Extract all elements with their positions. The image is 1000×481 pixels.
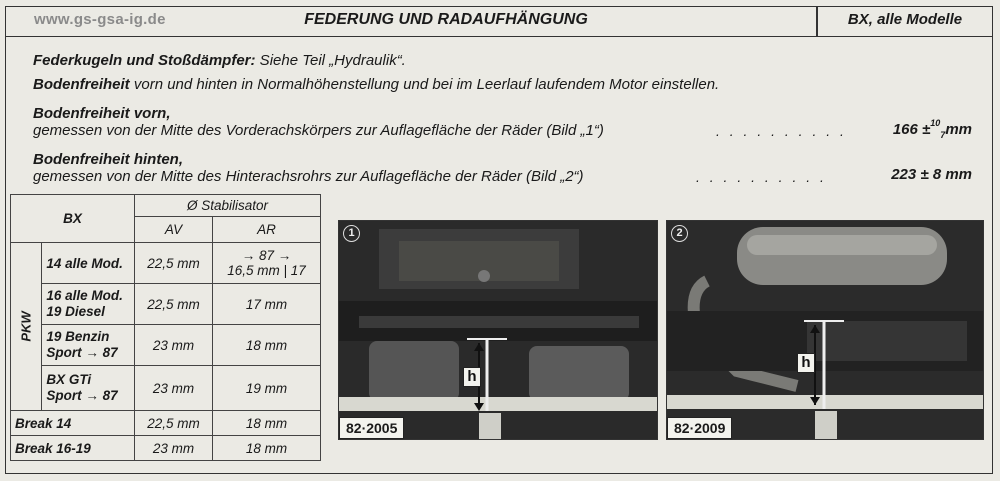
table-header-ar: AR [213,217,321,243]
intro-line-1 [33,52,406,69]
photo-rear-axle [666,220,984,440]
row-model [42,284,135,325]
group-pkw-label: PKW [18,311,34,342]
row-ar: 17 mm [213,284,321,325]
page-title: FEDERUNG UND RADAUFHÄNGUNG [304,11,588,28]
row-model: Break 14 [11,411,135,436]
intro-line-2-text: vorn und hinten in Normalhöhenstellung und bei im Leerlauf laufendem Motor einstellen. [129,76,720,93]
intro-line-2-bold: Bodenfreiheit [33,76,130,93]
document-page [5,6,993,474]
group-pkw [11,243,42,411]
row-av: 23 mm [135,366,213,411]
row-ar-line1: → 87 → [241,248,292,263]
row-model-line2: Sport → 87 [46,345,118,360]
rear-desc: gemessen von der Mitte des Hinterachsrohrs zur Auflagefläche der Räder (Bild „2“) [33,168,584,185]
photo-rear-axle-image [667,221,983,439]
row-ar: 18 mm [213,436,321,461]
front-value [893,120,972,140]
row-model-line2: 19 Diesel [46,304,105,319]
photo-1-number: 1 [343,225,360,242]
front-desc: gemessen von der Mitte des Vorderachskörpers zur Auflagefläche der Räder (Bild „1“) [33,122,604,139]
row-av: 23 mm [135,325,213,366]
row-model [42,366,135,411]
front-leader-dots: . . . . . . . . . . [716,123,847,139]
row-ar: 19 mm [213,366,321,411]
site-url: www.gs-gsa-ig.de [34,11,166,28]
front-value-minus: 7 [940,130,946,140]
row-av: 23 mm [135,436,213,461]
row-av: 22,5 mm [135,243,213,284]
row-model: 14 alle Mod. [42,243,135,284]
table-header-stabilizer: Ø Stabilisator [135,195,321,217]
stabilizer-table [10,194,321,461]
rear-label: Bodenfreiheit hinten, [33,151,183,168]
photo-front-axle-image [339,221,657,439]
front-label: Bodenfreiheit vorn, [33,105,171,122]
table-header-bx: BX [11,195,135,243]
intro-line-1-bold: Federkugeln und Stoßdämpfer: [33,52,256,69]
row-model-line1: 19 Benzin [46,329,110,344]
photo-front-axle [338,220,658,440]
intro-line-1-text: Siehe Teil „Hydraulik“. [255,52,406,69]
row-ar [213,243,321,284]
page-header [6,7,992,37]
row-av: 22,5 mm [135,411,213,436]
photo-2-h-label: h [797,353,815,373]
row-ar-line2: 16,5 mm | 17 [227,263,306,278]
rear-leader-dots: . . . . . . . . . . [696,169,827,185]
row-model [42,325,135,366]
row-model-line1: BX GTi [46,372,92,387]
row-model-line2: Sport → 87 [46,388,118,403]
row-av: 22,5 mm [135,284,213,325]
photo-2-caption: 82·2009 [667,417,732,439]
front-value-main: 166 ± [892,121,931,138]
row-ar: 18 mm [213,411,321,436]
photo-1-caption: 82·2005 [339,417,404,439]
photo-1-h-label: h [463,367,481,387]
row-ar: 18 mm [213,325,321,366]
table-header-av: AV [135,217,213,243]
intro-line-2 [33,76,719,93]
row-model-line1: 16 alle Mod. [46,288,123,303]
front-value-plus: 10 [930,118,941,128]
front-value-unit: mm [945,121,972,138]
header-divider [816,7,818,36]
rear-value: 223 ± 8 mm [891,166,972,183]
photo-2-number: 2 [671,225,688,242]
row-model: Break 16-19 [11,436,135,461]
model-label: BX, alle Modelle [847,11,963,28]
